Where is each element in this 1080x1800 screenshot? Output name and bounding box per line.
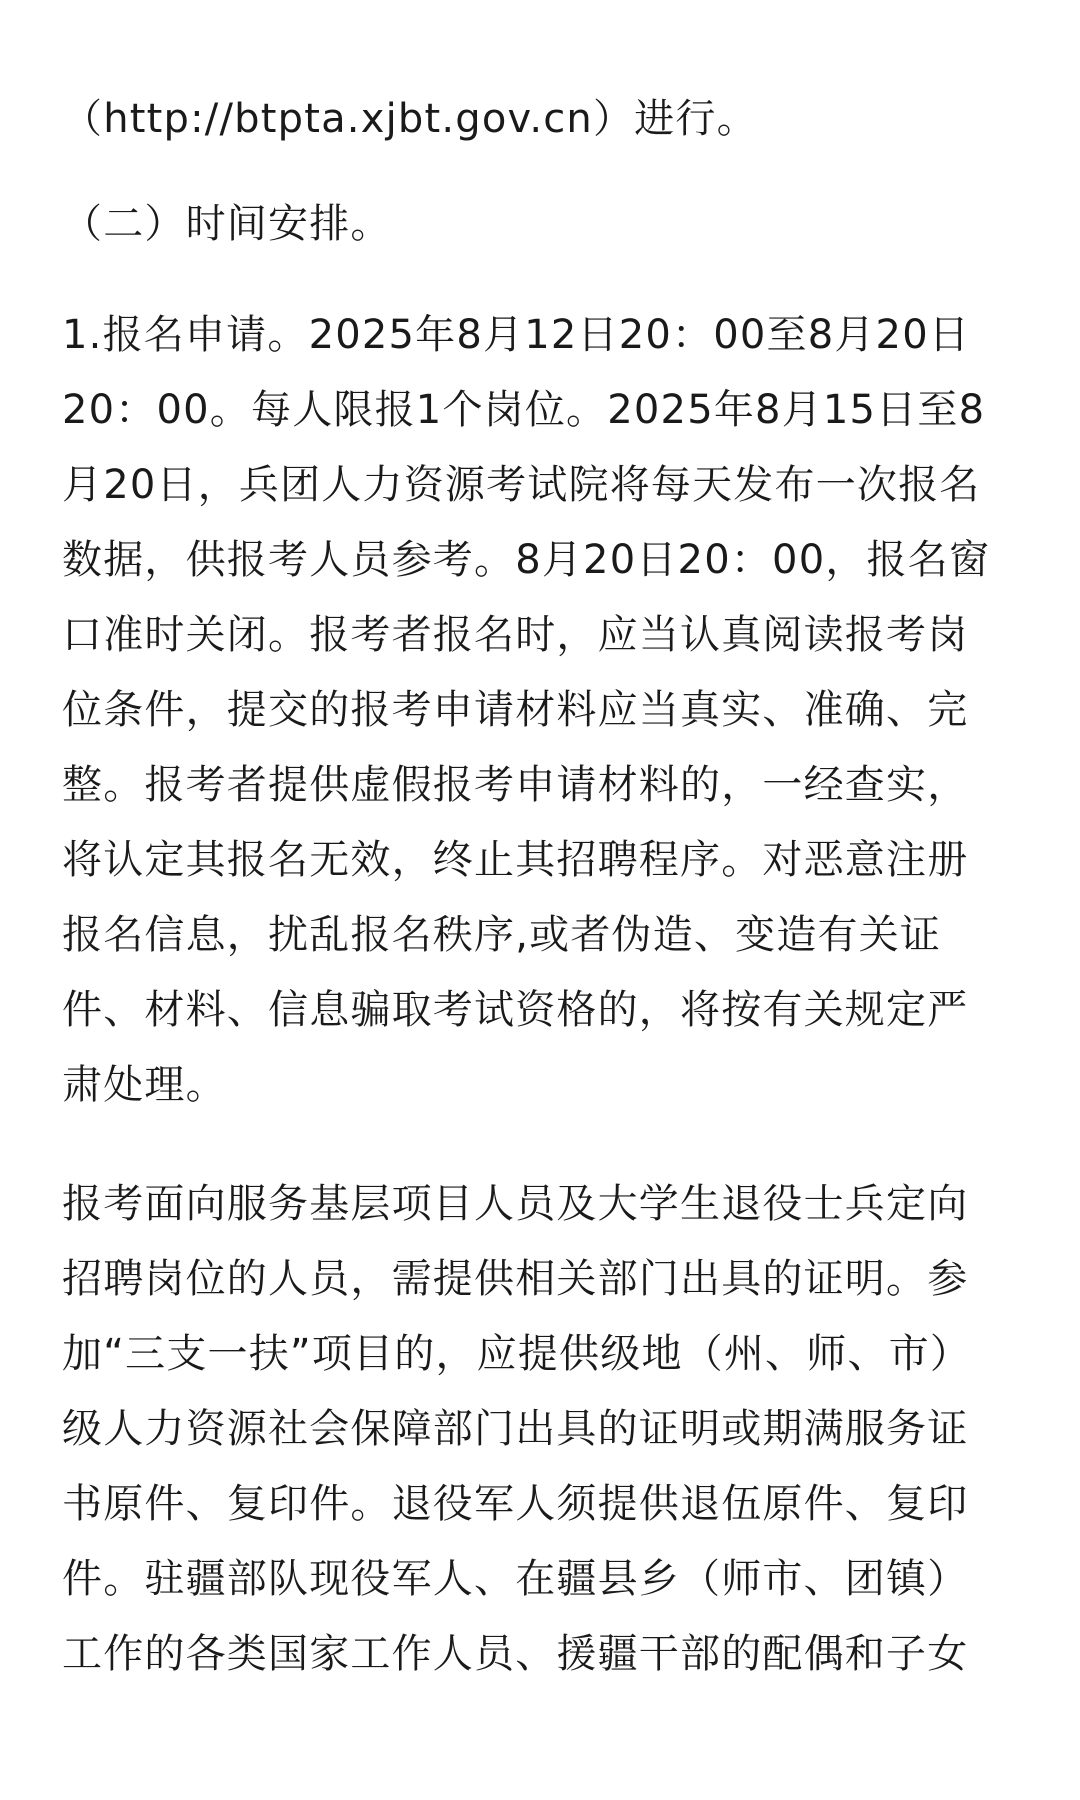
text-line: 20：00。每人限报1个岗位。2025年8月15日至8 <box>62 387 986 433</box>
targeted-positions-paragraph <box>62 1167 1026 1692</box>
url-paragraph <box>62 82 1026 157</box>
text-line: 级人力资源社会保障部门出具的证明或期满服务证 <box>62 1406 969 1452</box>
text-line: 件。驻疆部队现役军人、在疆县乡（师市、团镇） <box>62 1556 969 1602</box>
section-heading <box>62 187 1026 262</box>
text-line: 加“三支一扶”项目的，应提供级地（州、师、市） <box>62 1331 972 1377</box>
text-line: 件、材料、信息骗取考试资格的，将按有关规定严 <box>62 987 969 1033</box>
text-line: 位条件，提交的报考申请材料应当真实、准确、完 <box>62 687 969 733</box>
text-line: 工作的各类国家工作人员、援疆干部的配偶和子女 <box>62 1631 969 1677</box>
text-line: 招聘岗位的人员，需提供相关部门出具的证明。参 <box>62 1256 969 1302</box>
text-line: 肃处理。 <box>62 1062 227 1108</box>
text-line: 报名信息，扰乱报名秩序,或者伪造、变造有关证 <box>62 912 942 958</box>
text-line: 将认定其报名无效，终止其招聘程序。对恶意注册 <box>62 837 969 883</box>
text-line: （http://btpta.xjbt.gov.cn）进行。 <box>62 96 758 142</box>
text-line: 整。报考者提供虚假报考申请材料的，一经查实， <box>62 762 969 808</box>
text-line: （二）时间安排。 <box>62 201 392 247</box>
text-line: 数据，供报考人员参考。8月20日20：00，报名窗 <box>62 537 991 583</box>
text-line: 1.报名申请。2025年8月12日20：00至8月20日 <box>62 312 971 358</box>
text-line: 月20日，兵团人力资源考试院将每天发布一次报名 <box>62 462 981 508</box>
text-line: 口准时关闭。报考者报名时，应当认真阅读报考岗 <box>62 612 969 658</box>
text-line: 书原件、复印件。退役军人须提供退伍原件、复印 <box>62 1481 969 1527</box>
signup-paragraph <box>62 298 1026 1123</box>
text-line: 报考面向服务基层项目人员及大学生退役士兵定向 <box>62 1181 969 1227</box>
